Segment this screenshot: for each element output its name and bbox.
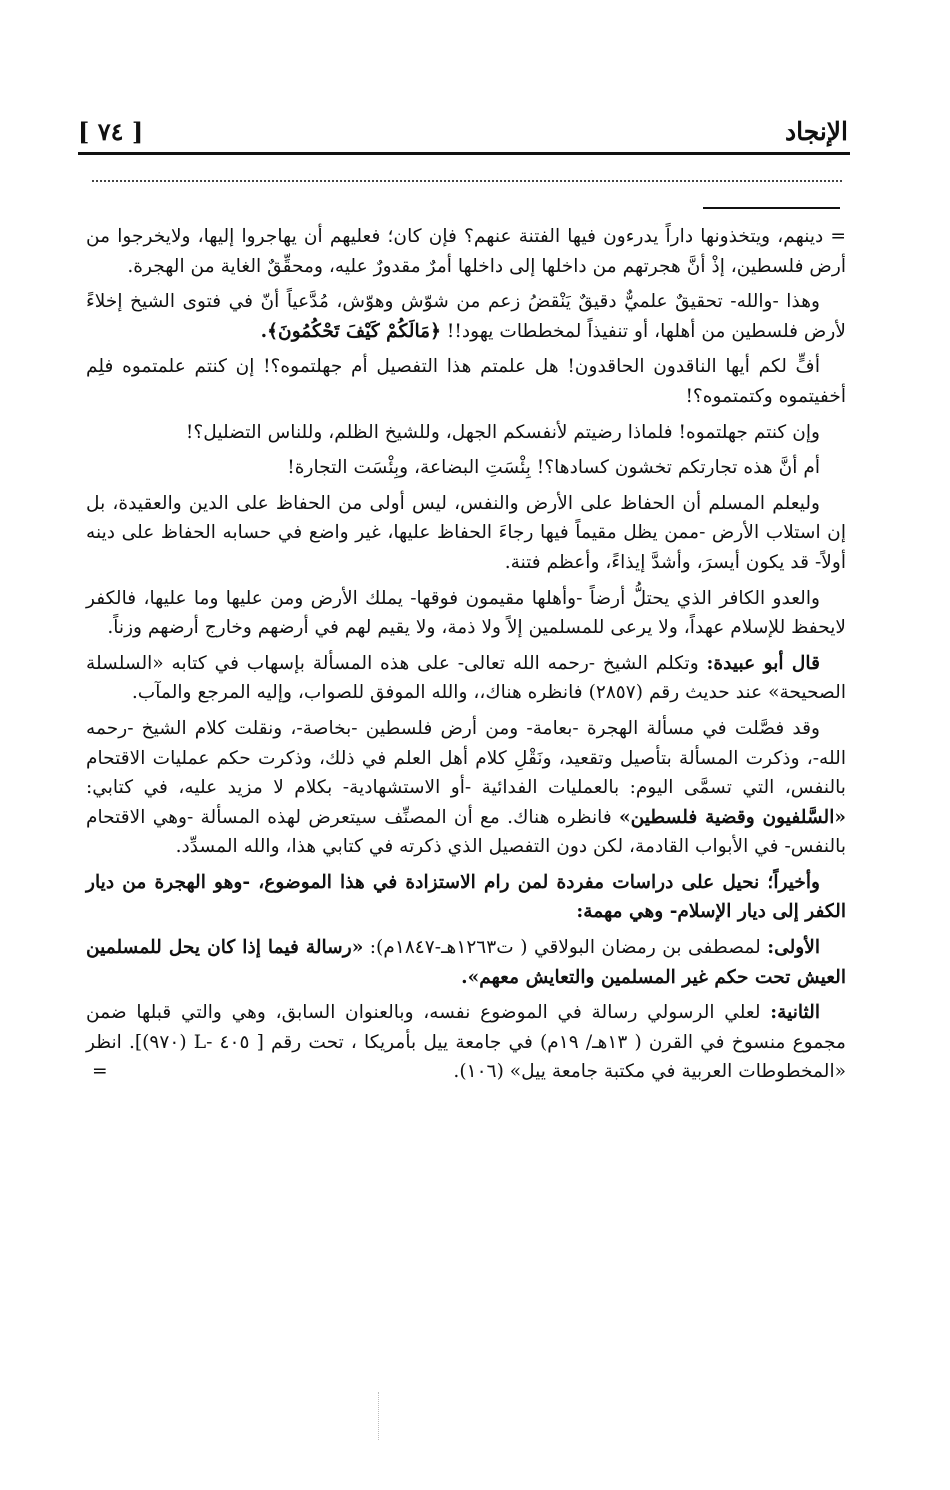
- editor-label: قال أبو عبيدة:: [706, 652, 820, 674]
- paragraph: [86, 933, 846, 992]
- paragraph: [86, 222, 846, 281]
- paragraph-text: أفٍّ لكم أيها الناقدون الحاقدون! هل علمتم هذا التفصيل أم جهلتموه؟! إن كنتم علمتموه فلِم أخفيتموه وكتمتموه؟!: [86, 356, 846, 407]
- footnote-text: [86, 222, 846, 1093]
- paragraph-text: وقد فصَّلت في مسألة الهجرة -بعامة- ومن أرض فلسطين -بخاصة-، ونقلت كلام الشيخ -رحمه الله-، وذكرت المسألة بتأصيل وتقعيد، ونَقْلِ كلام أهل العلم في ذلك، وذكرت حكم عمليات الاقتحام بالنفس، التي تسمَّى اليوم: بالعمليات الفدائية -أو الاستشهادية- بكلام لا مزيد عليه، في كتابي:: [86, 717, 846, 799]
- paragraph-text: = دينهم، ويتخذونها داراً يدرءون فيها الفتنة عنهم؟ فإن كان؛ فعليهم أن يهاجروا إليها، ولايخرجوا من أرض فلسطين، إذْ أنَّ هجرتهم من داخلها إلى داخلها أمرٌ مقدورٌ عليه، ومحقِّقٌ الغاية من الهجرة.: [86, 226, 846, 277]
- paragraph-text: فانظره هناك. مع أن المصنِّف سيتعرض لهذه المسألة -وهي الاقتحام بالنفس- في الأبواب القادمة، لكن دون التفصيل الذي ذكرته في كتابي هذا، والله المسدِّد.: [86, 806, 846, 858]
- item-label: الأولى:: [767, 937, 820, 959]
- footnote-rule: [703, 207, 840, 209]
- header-rule: [78, 152, 850, 155]
- paragraph: [86, 352, 846, 411]
- paragraph-text: وتكلم الشيخ -رحمه الله تعالى- على هذه المسألة بإسهاب في كتابه «السلسلة الصحيحة» عند حديث رقم (٢٨٥٧) فانظره هناك،، والله الموفق للصواب، وإليه المرجع والمآب.: [86, 652, 846, 704]
- paragraph-text: وهذا -والله- تحقيقٌ علميٌّ دقيقٌ يَنْقضُ زعم من شوّش وهوّش، مُدَّعياً أنّ في فتوى الشيخ إخلاءً لأرض فلسطين من أهلها، أو تنفيذاً لمخططات يهود!!: [86, 291, 846, 342]
- book-title: «السَّلفيون وقضية فلسطين»: [619, 806, 847, 828]
- paragraph: [86, 489, 846, 578]
- paragraph: [86, 998, 846, 1087]
- paragraph: [86, 714, 846, 862]
- paragraph-text: لمصطفى بن رمضان البولاقي ( ت١٢٦٣هـ-١٨٤٧م):: [363, 937, 768, 959]
- paragraph-text: والعدو الكافر الذي يحتلُّ أرضاً -وأهلها مقيمون فوقها- يملك الأرض ومن عليها وما عليها، فالكفر لايحفظ للإسلام عهداً، ولا يرعى للمسلمين إلاً ولا ذمة، ولا يقيم لهم في أرضهم وخارج أرضهم وزناً.: [86, 587, 846, 639]
- page-header: [78, 98, 848, 144]
- paragraph: [86, 287, 846, 346]
- paragraph-text: وليعلم المسلم أن الحفاظ على الأرض والنفس، ليس أولى من الحفاظ على الدين والعقيدة، بل إن استلاب الأرض -ممن يظل مقيماً فيها رجاءَ الحفاظ عليها، غير واضع في حسابه الحفاظ على دينه أولاً- قد يكون أيسرَ، وأشدَّ إيذاءً، وأعظم فتنة.: [86, 492, 846, 573]
- paragraph: [86, 584, 846, 643]
- paragraph-text: وإن كنتم جهلتموه! فلماذا رضيتم لأنفسكم الجهل، وللشيخ الظلم، وللناس التضليل؟!: [185, 421, 820, 443]
- paragraph: [86, 649, 846, 708]
- dotted-separator: [92, 180, 842, 182]
- paragraph: [86, 453, 846, 483]
- paragraph-text: وأخيراً؛ نحيل على دراسات مفردة لمن رام الاستزادة في هذا الموضوع، -وهو الهجرة من ديار الكفر إلى ديار الإسلام- وهي مهمة:: [86, 871, 846, 923]
- running-title: الإنجاد: [784, 117, 848, 146]
- treatise-title: «رسالة فيما إذا كان يحل للمسلمين العيش تحت حكم غير المسلمين والتعايش معهم».: [86, 937, 846, 988]
- quran-verse: ﴿مَالَكُمْ كَيْفَ تَحْكُمُونَ﴾.: [260, 320, 441, 342]
- paragraph-text: لعلي الرسولي رسالة في الموضوع نفسه، وبالعنوان السابق، وهي والتي قبلها ضمن مجموع منسوخ في القرن ( ١٣هـ/ ١٩م) في جامعة ييل بأمريكا ، تحت رقم [ ٤٠٥ -L (٩٧٠)]. انظر «المخطوطات العربية في مكتبة جامعة ييل» (١٠٦).: [86, 1002, 846, 1083]
- paragraph-text: أم أنَّ هذه تجارتكم تخشون كسادها؟! بِئْسَتِ البضاعة، وبِئْسَت التجارة!: [287, 457, 820, 479]
- page-number: [ ٧٤ ]: [78, 117, 144, 146]
- paragraph: [86, 418, 846, 448]
- continuation-mark: =: [92, 1061, 108, 1083]
- scan-fold-mark: [378, 1392, 379, 1440]
- item-label: الثانية:: [770, 1002, 820, 1024]
- paragraph: [86, 868, 846, 927]
